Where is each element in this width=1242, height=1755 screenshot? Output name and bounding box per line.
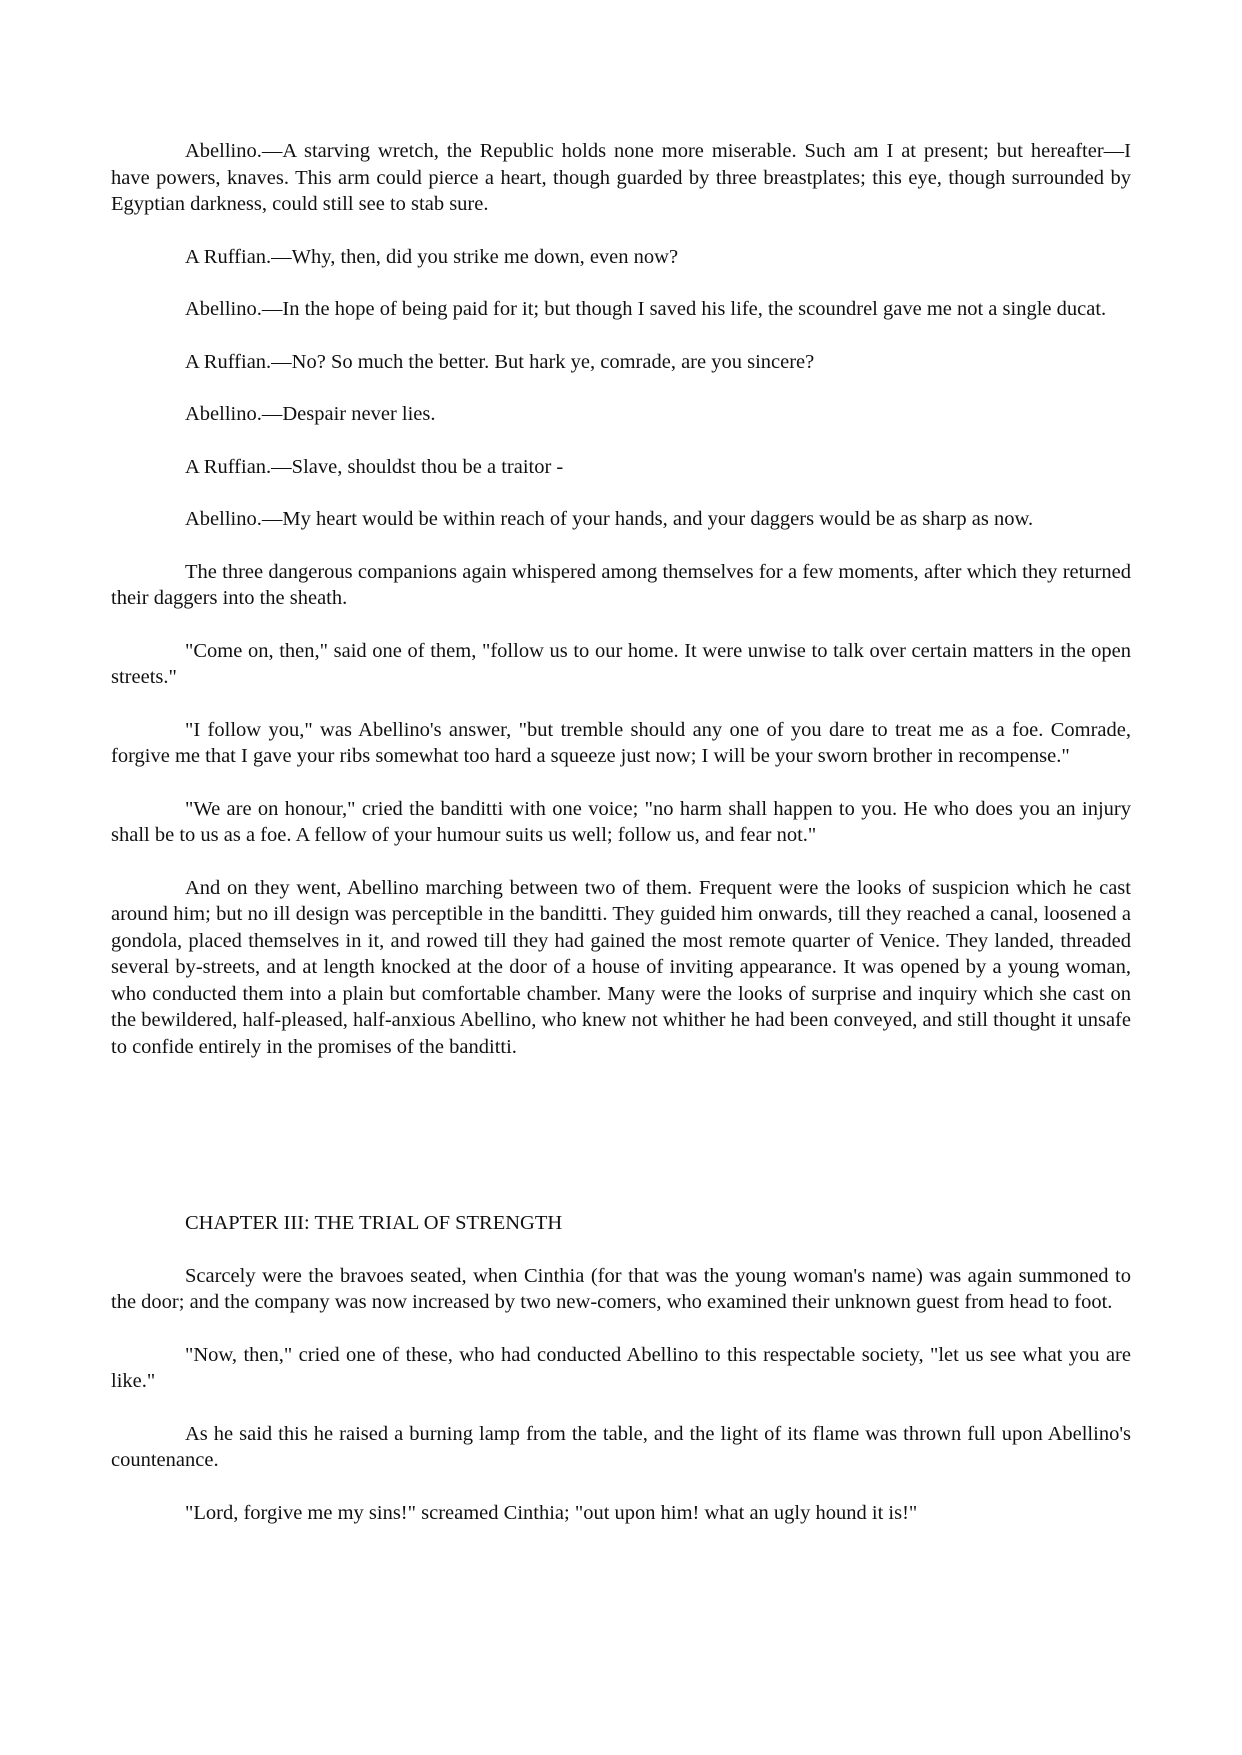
paragraph: "Come on, then," said one of them, "follow us to our home. It were unwise to talk over certain matters in the open streets." <box>111 639 1131 688</box>
paragraph: A Ruffian.—No? So much the better. But hark ye, comrade, are you sincere? <box>185 350 815 373</box>
paragraph: Abellino.—A starving wretch, the Republic holds none more miserable. Such am I at present; but hereafter—I have powers, knaves. This arm could pierce a heart, though guarded by three breastplates; this eye, though surrounded by Egyptian darkness, could still see to stab sure. <box>111 140 1131 215</box>
paragraph: "Now, then," cried one of these, who had conducted Abellino to this respectable society, "let us see what you are like." <box>111 1343 1131 1392</box>
paragraph: A Ruffian.—Slave, shouldst thou be a traitor - <box>185 455 564 478</box>
paragraph: As he said this he raised a burning lamp from the table, and the light of its flame was thrown full upon Abellino's countenance. <box>111 1422 1131 1471</box>
paragraph: "We are on honour," cried the banditti with one voice; "no harm shall happen to you. He who does you an injury shall be to us as a foe. A fellow of your humour suits us well; follow us, and fear not." <box>111 797 1131 846</box>
paragraph: And on they went, Abellino marching between two of them. Frequent were the looks of suspicion which he cast around him; but no ill design was perceptible in the banditti. They guided him onwards, till they reached a canal, loosened a gondola, placed themselves in it, and rowed till they had gained the most remote quarter of Venice. They landed, threaded several by-streets, and at length knocked at the door of a house of inviting appearance. It was opened by a young woman, who conducted them into a plain but comfortable chamber. Many were the looks of surprise and inquiry which she cast on the bewildered, half-pleased, half-anxious Abellino, who knew not whither he had been conveyed, and still thought it unsafe to confide entirely in the promises of the banditti. <box>111 876 1131 1058</box>
paragraph: Abellino.—In the hope of being paid for it; but though I saved his life, the scoundrel gave me not a single ducat. <box>185 298 1107 320</box>
paragraph: Abellino.—Despair never lies. <box>185 403 436 425</box>
chapter-heading: CHAPTER III: THE TRIAL OF STRENGTH <box>185 1212 563 1234</box>
paragraph: The three dangerous companions again whispered among themselves for a few moments, after which they returned their daggers into the sheath. <box>111 560 1131 609</box>
section-spacer <box>111 1086 1131 1210</box>
paragraph: "I follow you," was Abellino's answer, "but tremble should any one of you dare to treat me as a foe. Comrade, forgive me that I gave your ribs somewhat too hard a squeeze just now; I will be your sworn brother in recompense." <box>111 718 1131 767</box>
document-page <box>111 138 1131 1552</box>
paragraph: "Lord, forgive me my sins!" screamed Cinthia; "out upon him! what an ugly hound it is!" <box>185 1501 918 1524</box>
paragraph: A Ruffian.—Why, then, did you strike me down, even now? <box>185 245 679 268</box>
paragraph: Abellino.—My heart would be within reach of your hands, and your daggers would be as sharp as now. <box>185 508 1034 530</box>
paragraph: Scarcely were the bravoes seated, when Cinthia (for that was the young woman's name) was again summoned to the door; and the company was now increased by two new-comers, who examined their unknown guest from head to foot. <box>111 1264 1131 1313</box>
